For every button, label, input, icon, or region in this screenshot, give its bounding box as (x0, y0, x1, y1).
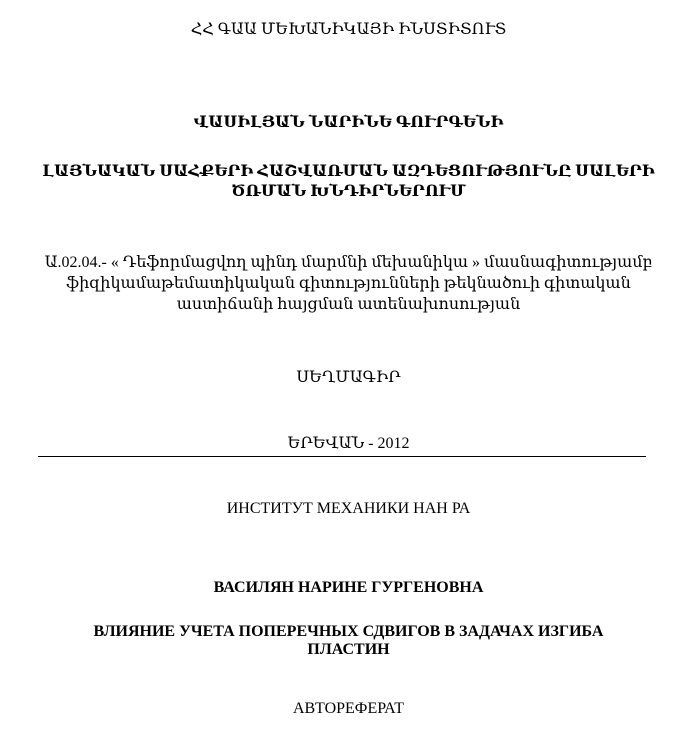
armenian-specialty-line-1: Ա.02.04.- « Դեֆորմացվող պինդ մարմնի մեխանիկա » մասնագիտությամբ (44, 254, 653, 271)
section-divider (38, 456, 646, 457)
armenian-city-year: ԵՐԵՎԱՆ - 2012 (287, 435, 410, 452)
armenian-institute: ՀՀ ԳԱԱ ՄԵԽԱՆԻԿԱՅԻ ԻՆՍՏԻՏՈՒՏ (190, 21, 507, 38)
russian-author: ВАСИЛЯН НАРИНЕ ГУРГЕНОВНА (213, 579, 484, 596)
armenian-author: ՎԱՍԻԼՅԱՆ ՆԱՐԻՆԵ ԳՈՒՐԳԵՆԻ (193, 114, 504, 131)
russian-doc-type: АВТОРЕФЕРАТ (293, 700, 404, 717)
armenian-doc-type: ՍԵՂՄԱԳԻՐ (296, 369, 401, 386)
armenian-specialty-line-2: ֆիզիկամաթեմատիկական գիտությունների թեկնածուի գիտական (66, 275, 631, 292)
armenian-specialty-line-3: աստիճանի հայցման ատենախոսության (176, 296, 521, 313)
armenian-title-line-2: ԾՌՄԱՆ ԽՆԴԻՐՆԵՐՈՒՄ (231, 183, 466, 200)
russian-title-line-2: ПЛАСТИН (307, 641, 390, 658)
russian-title-line-1: ВЛИЯНИЕ УЧЕТА ПОПЕРЕЧНЫХ СДВИГОВ В ЗАДАЧАХ ИЗГИБА (93, 623, 604, 640)
armenian-title-line-1: ԼԱՅՆԱԿԱՆ ՍԱՀՔԵՐԻ ՀԱՇՎԱՌՄԱՆ ԱԶԴԵՑՈՒԹՅՈՒՆԸ ՍԱԼԵՐԻ (42, 163, 655, 180)
russian-institute: ИНСТИТУТ МЕХАНИКИ НАН РА (226, 500, 471, 517)
